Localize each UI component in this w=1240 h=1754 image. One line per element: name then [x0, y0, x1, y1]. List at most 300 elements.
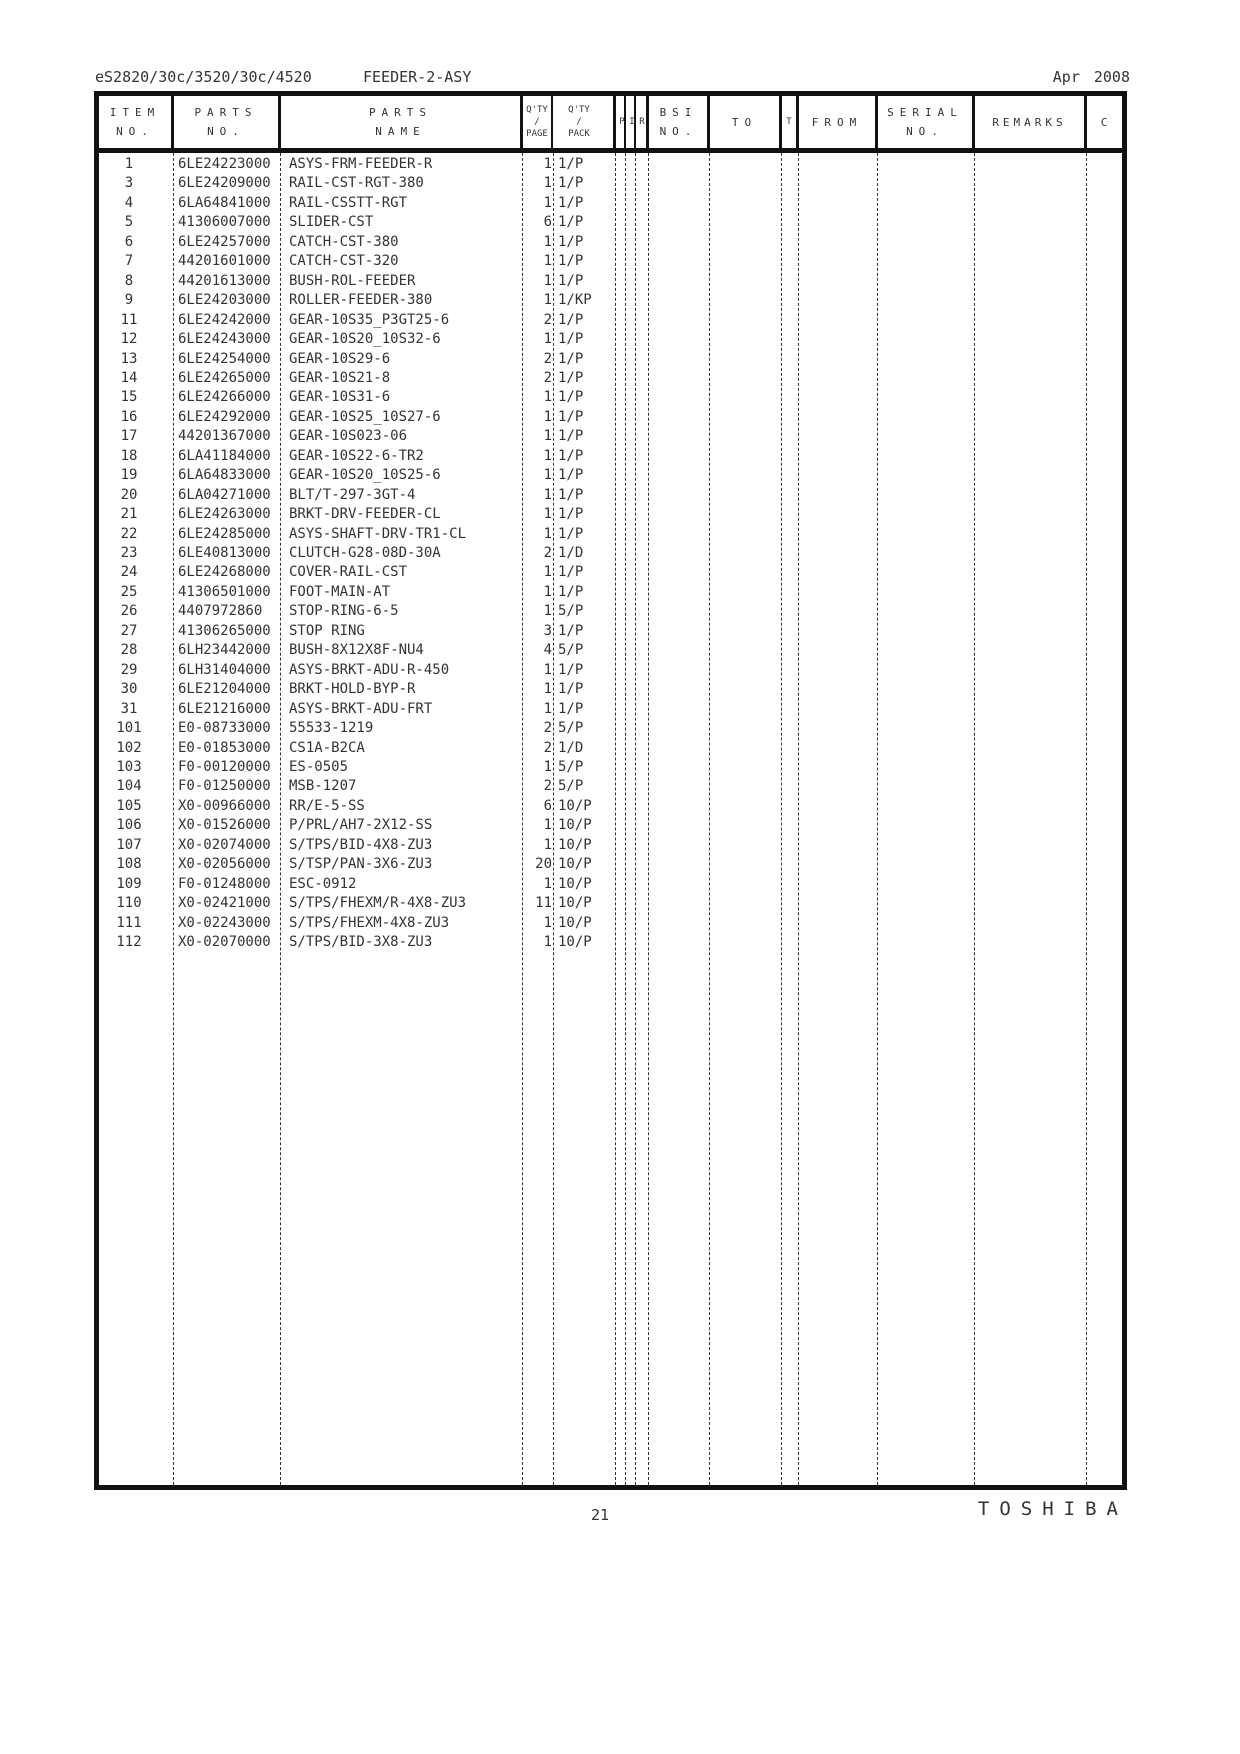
- table-row: [99, 622, 1122, 641]
- parts-name-cell: SLIDER-CST: [289, 214, 374, 231]
- qty-pack-cell: 1/P: [558, 350, 584, 367]
- parts-no-cell: 6LE21216000: [178, 700, 271, 717]
- parts-no-cell: 6LE24265000: [178, 369, 271, 386]
- qty-page-cell: 6: [543, 214, 552, 231]
- qty-page-cell: 1: [543, 408, 552, 425]
- item-no-cell: 7: [124, 253, 134, 270]
- item-no-cell: 15: [120, 389, 138, 406]
- parts-name-cell: CLUTCH-G28-08D-30A: [289, 545, 441, 561]
- parts-name-cell: GEAR-10S31-6: [289, 389, 391, 406]
- qty-pack-cell: 1/P: [558, 214, 584, 231]
- parts-no-cell: 6LA64833000: [178, 467, 271, 484]
- header-serial-no: [878, 96, 972, 148]
- qty-page-cell: 2: [543, 545, 552, 561]
- qty-page-cell: 1: [543, 272, 552, 289]
- qty-page-cell: 1: [543, 700, 552, 717]
- parts-no-cell: 44201613000: [178, 272, 271, 289]
- header-qty-page-line2: /: [534, 117, 540, 127]
- header-item-no: [99, 96, 171, 148]
- parts-name-cell: ROLLER-FEEDER-380: [289, 292, 433, 309]
- header-i: I: [629, 116, 635, 127]
- item-no-cell: 27: [120, 622, 138, 639]
- table-row: [99, 563, 1122, 582]
- table-row: [99, 330, 1122, 349]
- qty-page-cell: 1: [543, 253, 552, 270]
- header-parts-no-line2: NO.: [207, 125, 245, 138]
- table-row: [99, 661, 1122, 680]
- parts-name-cell: COVER-RAIL-CST: [289, 564, 408, 581]
- table-row: [99, 486, 1122, 505]
- parts-name-cell: S/TPS/FHEXM-4X8-ZU3: [289, 914, 450, 931]
- item-no-cell: 28: [120, 642, 138, 659]
- qty-pack-cell: 1/P: [558, 622, 584, 639]
- qty-pack-cell: 1/P: [558, 447, 584, 464]
- header-divider: [1084, 96, 1087, 148]
- parts-no-cell: 6LE24257000: [178, 233, 271, 250]
- item-no-cell: 9: [124, 292, 134, 309]
- item-no-cell: 1: [124, 156, 134, 172]
- table-header: [99, 96, 1122, 153]
- parts-name-cell: ESC-0912: [289, 875, 357, 892]
- header-qty-pack-line2: /: [576, 117, 582, 127]
- item-no-cell: 22: [120, 525, 138, 542]
- qty-page-cell: 1: [543, 836, 552, 853]
- qty-page-cell: 11: [535, 895, 552, 912]
- parts-no-cell: 6LH23442000: [178, 642, 271, 659]
- item-no-cell: 109: [116, 875, 142, 892]
- item-no-cell: 107: [116, 836, 142, 853]
- qty-pack-cell: 10/P: [558, 817, 592, 834]
- item-no-cell: 23: [120, 545, 138, 561]
- parts-name-cell: GEAR-10S25_10S27-6: [289, 408, 441, 425]
- parts-no-cell: 44201367000: [178, 428, 271, 445]
- item-no-cell: 103: [116, 758, 142, 775]
- qty-page-cell: 1: [543, 758, 552, 775]
- parts-no-cell: X0-02074000: [178, 836, 271, 853]
- parts-name-cell: BLT/T-297-3GT-4: [289, 486, 416, 503]
- item-no-cell: 29: [120, 661, 138, 678]
- parts-no-cell: 6LE24266000: [178, 389, 271, 406]
- qty-pack-cell: 1/P: [558, 428, 584, 445]
- header-divider: [551, 96, 553, 148]
- item-no-cell: 12: [120, 331, 138, 348]
- parts-name-cell: GEAR-10S29-6: [289, 350, 391, 367]
- table-row: [99, 291, 1122, 310]
- parts-no-cell: 6LA04271000: [178, 486, 271, 503]
- table-row: [99, 739, 1122, 758]
- header-parts-name: [281, 96, 520, 148]
- parts-no-cell: 6LE24254000: [178, 350, 271, 367]
- qty-pack-cell: 10/P: [558, 934, 592, 950]
- table-row: [99, 233, 1122, 252]
- parts-name-cell: P/PRL/AH7-2X12-SS: [289, 817, 433, 834]
- header-qty-pack-line3: PACK: [568, 129, 590, 139]
- parts-no-cell: E0-08733000: [178, 720, 271, 737]
- parts-no-cell: 41306501000: [178, 583, 271, 600]
- parts-name-cell: RAIL-CST-RGT-380: [289, 175, 424, 192]
- header-parts-name-line2: NAME: [375, 125, 426, 138]
- parts-no-cell: 6LE24209000: [178, 175, 271, 192]
- item-no-cell: 30: [120, 681, 138, 698]
- table-row: [99, 369, 1122, 388]
- table-row: [99, 408, 1122, 427]
- qty-pack-cell: 1/P: [558, 311, 584, 328]
- table-row: [99, 174, 1122, 193]
- table-row: [99, 855, 1122, 874]
- qty-page-cell: 1: [543, 175, 552, 192]
- parts-name-cell: RR/E-5-SS: [289, 797, 365, 814]
- item-no-cell: 17: [120, 428, 138, 445]
- header-divider: [520, 96, 523, 148]
- table-row: [99, 388, 1122, 407]
- qty-pack-cell: 1/P: [558, 194, 584, 211]
- table-row: [99, 311, 1122, 330]
- qty-pack-cell: 1/P: [558, 525, 584, 542]
- qty-page-cell: 1: [543, 428, 552, 445]
- qty-pack-cell: 5/P: [558, 778, 584, 795]
- parts-no-cell: 41306007000: [178, 214, 271, 231]
- parts-name-cell: S/TPS/BID-3X8-ZU3: [289, 934, 433, 950]
- parts-no-cell: X0-01526000: [178, 817, 271, 834]
- parts-name-cell: ASYS-BRKT-ADU-R-450: [289, 661, 450, 678]
- table-row: [99, 194, 1122, 213]
- parts-no-cell: F0-01250000: [178, 778, 271, 795]
- qty-page-cell: 1: [543, 467, 552, 484]
- qty-pack-cell: 1/D: [558, 545, 584, 561]
- qty-page-cell: 1: [543, 331, 552, 348]
- table-row: [99, 836, 1122, 855]
- qty-page-cell: 1: [543, 233, 552, 250]
- table-row: [99, 758, 1122, 777]
- item-no-cell: 20: [120, 486, 138, 503]
- table-row: [99, 525, 1122, 544]
- model-list: eS2820/30c/3520/30c/4520: [95, 68, 312, 86]
- item-no-cell: 101: [116, 720, 142, 737]
- parts-name-cell: S/TPS/FHEXM/R-4X8-ZU3: [289, 895, 467, 912]
- parts-no-cell: 6LE24292000: [178, 408, 271, 425]
- qty-page-cell: 1: [543, 506, 552, 523]
- parts-no-cell: 6LE40813000: [178, 545, 271, 561]
- document-title: FEEDER-2-ASY: [363, 68, 472, 86]
- parts-name-cell: BRKT-DRV-FEEDER-CL: [289, 506, 441, 523]
- parts-no-cell: 6LE21204000: [178, 681, 271, 698]
- parts-name-cell: 55533-1219: [289, 720, 374, 737]
- qty-pack-cell: 1/P: [558, 175, 584, 192]
- table-row: [99, 894, 1122, 913]
- qty-pack-cell: 1/P: [558, 681, 584, 698]
- table-row: [99, 252, 1122, 271]
- parts-no-cell: F0-00120000: [178, 758, 271, 775]
- qty-pack-cell: 5/P: [558, 642, 584, 659]
- header-parts-no-line1: PARTS: [194, 106, 258, 119]
- table-row: [99, 875, 1122, 894]
- qty-page-cell: 1: [543, 525, 552, 542]
- table-row: [99, 641, 1122, 660]
- header-divider: [779, 96, 782, 148]
- parts-name-cell: GEAR-10S023-06: [289, 428, 408, 445]
- parts-name-cell: CATCH-CST-380: [289, 233, 399, 250]
- document-date: [1053, 68, 1130, 86]
- header-remarks: REMARKS: [992, 115, 1067, 129]
- parts-no-cell: X0-02056000: [178, 856, 271, 873]
- parts-no-cell: 6LA41184000: [178, 447, 271, 464]
- item-no-cell: 26: [120, 603, 138, 620]
- table-row: [99, 505, 1122, 524]
- table-row: [99, 797, 1122, 816]
- parts-name-cell: RAIL-CSSTT-RGT: [289, 194, 408, 211]
- item-no-cell: 25: [120, 583, 138, 600]
- qty-page-cell: 1: [543, 194, 552, 211]
- item-no-cell: 104: [116, 778, 142, 795]
- header-from: FROM: [811, 115, 863, 129]
- header-qty-pack: [554, 96, 604, 148]
- qty-pack-cell: 1/P: [558, 506, 584, 523]
- header-item-line2: NO.: [116, 125, 154, 138]
- header-divider: [624, 96, 626, 148]
- table-row: [99, 447, 1122, 466]
- item-no-cell: 4: [124, 194, 134, 211]
- qty-page-cell: 1: [543, 292, 552, 309]
- qty-page-cell: 1: [543, 817, 552, 834]
- qty-pack-cell: 1/KP: [558, 292, 592, 309]
- qty-page-cell: 1: [543, 603, 552, 620]
- parts-name-cell: GEAR-10S21-8: [289, 369, 391, 386]
- parts-no-cell: 41306265000: [178, 622, 271, 639]
- parts-no-cell: E0-01853000: [178, 739, 271, 756]
- qty-pack-cell: 1/P: [558, 233, 584, 250]
- header-serial-line2: NO.: [906, 125, 944, 138]
- table-row: [99, 350, 1122, 369]
- qty-pack-cell: 1/P: [558, 389, 584, 406]
- parts-no-cell: 44201601000: [178, 253, 271, 270]
- parts-no-cell: X0-02070000: [178, 934, 271, 950]
- table-row: [99, 816, 1122, 835]
- qty-page-cell: 2: [543, 311, 552, 328]
- parts-name-cell: ES-0505: [289, 758, 349, 775]
- parts-no-cell: 6LE24285000: [178, 525, 271, 542]
- qty-page-cell: 1: [543, 447, 552, 464]
- header-qty-page-line3: PAGE: [526, 129, 548, 139]
- qty-page-cell: 2: [543, 720, 552, 737]
- qty-page-cell: 1: [543, 583, 552, 600]
- header-qty-pack-line1: Q'TY: [568, 105, 590, 115]
- parts-no-cell: X0-02421000: [178, 895, 271, 912]
- header-p: P: [619, 116, 625, 127]
- header-r: R: [639, 116, 645, 127]
- parts-name-cell: FOOT-MAIN-AT: [289, 583, 391, 600]
- qty-page-cell: 2: [543, 350, 552, 367]
- parts-no-cell: X0-00966000: [178, 797, 271, 814]
- table-row: [99, 914, 1122, 933]
- item-no-cell: 18: [120, 447, 138, 464]
- qty-page-cell: 6: [543, 797, 552, 814]
- qty-pack-cell: 1/P: [558, 467, 584, 484]
- item-no-cell: 16: [120, 408, 138, 425]
- qty-page-cell: 1: [543, 156, 552, 172]
- header-serial-line1: SERIAL: [887, 106, 963, 119]
- date-month: Apr: [1052, 68, 1080, 86]
- table-row: [99, 719, 1122, 738]
- qty-page-cell: 2: [543, 369, 552, 386]
- qty-pack-cell: 10/P: [558, 836, 592, 853]
- item-no-cell: 105: [116, 797, 142, 814]
- header-divider: [972, 96, 975, 148]
- table-row: [99, 272, 1122, 291]
- qty-page-cell: 1: [543, 564, 552, 581]
- parts-name-cell: S/TSP/PAN-3X6-ZU3: [289, 856, 433, 873]
- parts-no-cell: X0-02243000: [178, 914, 271, 931]
- item-no-cell: 112: [116, 934, 142, 950]
- qty-pack-cell: 5/P: [558, 603, 584, 620]
- qty-page-cell: 1: [543, 681, 552, 698]
- qty-pack-cell: 1/D: [558, 739, 584, 756]
- header-parts-name-line1: PARTS: [368, 106, 433, 119]
- table-row: [99, 602, 1122, 621]
- date-year: 2008: [1093, 68, 1130, 86]
- item-no-cell: 108: [116, 856, 142, 873]
- header-divider: [646, 96, 649, 148]
- qty-page-cell: 1: [543, 914, 552, 931]
- item-no-cell: 111: [116, 914, 142, 931]
- qty-pack-cell: 1/P: [558, 272, 584, 289]
- table-row: [99, 544, 1122, 563]
- qty-page-cell: 1: [543, 389, 552, 406]
- parts-no-cell: 6LH31404000: [178, 661, 271, 678]
- header-divider: [875, 96, 878, 148]
- qty-pack-cell: 5/P: [558, 720, 584, 737]
- item-no-cell: 14: [120, 369, 138, 386]
- header-divider: [707, 96, 710, 148]
- qty-pack-cell: 1/P: [558, 408, 584, 425]
- item-no-cell: 31: [120, 700, 138, 717]
- item-no-cell: 13: [120, 350, 138, 367]
- qty-pack-cell: 1/P: [558, 486, 584, 503]
- qty-pack-cell: 1/P: [558, 700, 584, 717]
- header-bsi-no: [650, 96, 707, 148]
- qty-pack-cell: 1/P: [558, 369, 584, 386]
- item-no-cell: 11: [120, 311, 138, 328]
- qty-pack-cell: 5/P: [558, 758, 584, 775]
- table-row: [99, 680, 1122, 699]
- header-c: C: [1100, 115, 1108, 129]
- header-divider: [634, 96, 636, 148]
- parts-no-cell: F0-01248000: [178, 875, 271, 892]
- header-divider: [171, 96, 174, 148]
- parts-no-cell: 4407972860: [178, 603, 263, 620]
- item-no-cell: 3: [124, 175, 134, 192]
- qty-pack-cell: 1/P: [558, 331, 584, 348]
- parts-name-cell: BUSH-8X12X8F-NU4: [289, 642, 424, 659]
- header-qty-page-line1: Q'TY: [526, 105, 548, 115]
- parts-name-cell: MSB-1207: [289, 778, 357, 795]
- header-divider: [278, 96, 281, 148]
- parts-no-cell: 6LA64841000: [178, 194, 271, 211]
- header-divider: [796, 96, 799, 148]
- header-bsi-line2: NO.: [659, 125, 698, 138]
- parts-name-cell: BUSH-ROL-FEEDER: [289, 272, 416, 289]
- qty-pack-cell: 1/P: [558, 564, 584, 581]
- qty-page-cell: 4: [543, 642, 552, 659]
- qty-page-cell: 20: [535, 856, 552, 873]
- parts-name-cell: STOP RING: [289, 622, 365, 639]
- header-t: T: [786, 116, 792, 127]
- item-no-cell: 5: [124, 214, 134, 231]
- qty-page-cell: 1: [543, 934, 552, 950]
- item-no-cell: 102: [116, 739, 142, 756]
- parts-table: [94, 91, 1127, 1490]
- parts-name-cell: GEAR-10S20_10S32-6: [289, 331, 441, 348]
- item-no-cell: 106: [116, 817, 142, 834]
- parts-name-cell: GEAR-10S20_10S25-6: [289, 467, 441, 484]
- page-number: 21: [590, 1506, 610, 1524]
- table-row: [99, 933, 1122, 952]
- parts-name-cell: CATCH-CST-320: [289, 253, 399, 270]
- qty-page-cell: 2: [543, 778, 552, 795]
- qty-pack-cell: 1/P: [558, 583, 584, 600]
- item-no-cell: 19: [120, 467, 138, 484]
- header-parts-no: [174, 96, 278, 148]
- table-row: [99, 213, 1122, 232]
- brand-logo: TOSHIBA: [977, 1498, 1128, 1520]
- qty-pack-cell: 10/P: [558, 856, 592, 873]
- qty-pack-cell: 1/P: [558, 253, 584, 270]
- parts-name-cell: ASYS-FRM-FEEDER-R: [289, 156, 433, 172]
- item-no-cell: 8: [124, 272, 134, 289]
- qty-pack-cell: 1/P: [558, 156, 584, 172]
- table-row: [99, 466, 1122, 485]
- parts-no-cell: 6LE24242000: [178, 311, 271, 328]
- item-no-cell: 24: [120, 564, 138, 581]
- parts-name-cell: ASYS-BRKT-ADU-FRT: [289, 700, 433, 717]
- table-row: [99, 155, 1122, 174]
- parts-no-cell: 6LE24203000: [178, 292, 271, 309]
- parts-no-cell: 6LE24243000: [178, 331, 271, 348]
- parts-name-cell: GEAR-10S35_P3GT25-6: [289, 311, 450, 328]
- parts-no-cell: 6LE24268000: [178, 564, 271, 581]
- qty-page-cell: 2: [543, 739, 552, 756]
- table-row: [99, 583, 1122, 602]
- qty-page-cell: 1: [543, 661, 552, 678]
- parts-name-cell: S/TPS/BID-4X8-ZU3: [289, 836, 433, 853]
- qty-pack-cell: 10/P: [558, 875, 592, 892]
- qty-pack-cell: 10/P: [558, 797, 592, 814]
- header-bsi-line1: BSI: [659, 106, 698, 119]
- header-qty-page: [523, 96, 551, 148]
- header-to: TO: [731, 115, 758, 129]
- parts-no-cell: 6LE24263000: [178, 506, 271, 523]
- qty-pack-cell: 10/P: [558, 895, 592, 912]
- header-item-line1: ITEM: [109, 106, 161, 119]
- parts-name-cell: CS1A-B2CA: [289, 739, 365, 756]
- qty-pack-cell: 1/P: [558, 661, 584, 678]
- table-row: [99, 427, 1122, 446]
- item-no-cell: 110: [116, 895, 142, 912]
- header-divider: [613, 96, 616, 148]
- qty-pack-cell: 10/P: [558, 914, 592, 931]
- table-row: [99, 700, 1122, 719]
- parts-name-cell: GEAR-10S22-6-TR2: [289, 447, 424, 464]
- qty-page-cell: 1: [543, 875, 552, 892]
- table-row: [99, 777, 1122, 796]
- parts-name-cell: STOP-RING-6-5: [289, 603, 399, 620]
- parts-no-cell: 6LE24223000: [178, 156, 271, 172]
- parts-name-cell: BRKT-HOLD-BYP-R: [289, 681, 416, 698]
- parts-name-cell: ASYS-SHAFT-DRV-TR1-CL: [289, 525, 467, 542]
- item-no-cell: 21: [120, 506, 138, 523]
- item-no-cell: 6: [124, 233, 134, 250]
- qty-page-cell: 1: [543, 486, 552, 503]
- qty-page-cell: 3: [543, 622, 552, 639]
